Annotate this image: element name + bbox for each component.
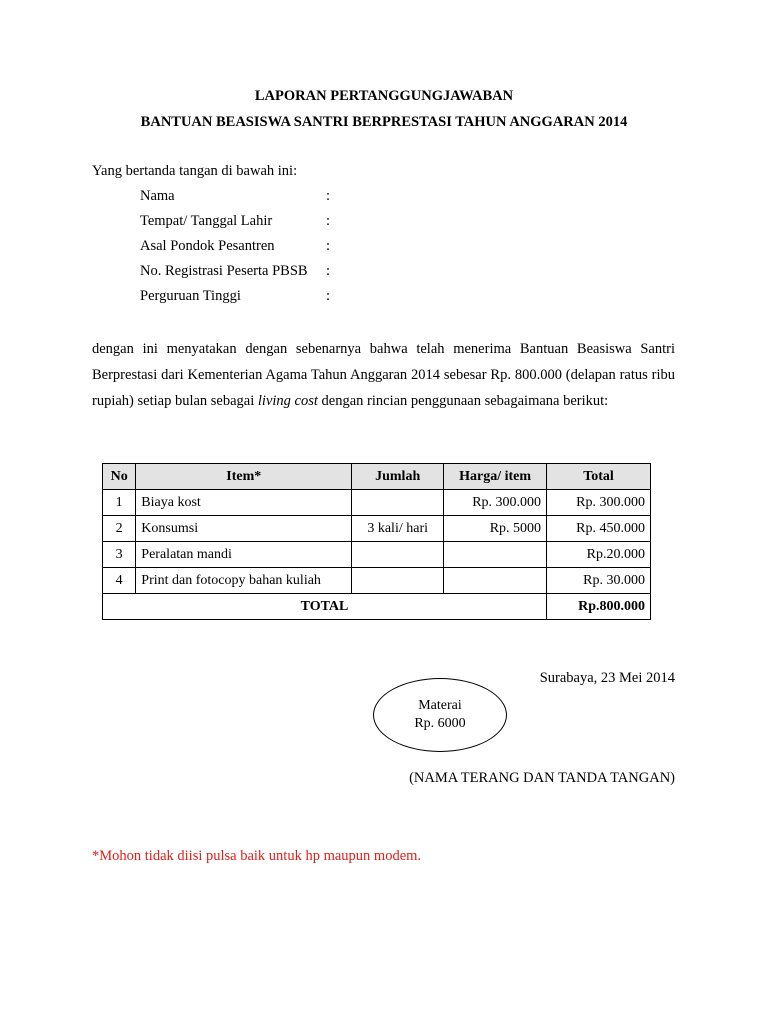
field-label-nama: Nama — [140, 188, 175, 204]
cell-item: Peralatan mandi — [136, 542, 352, 568]
cell-no: 3 — [103, 542, 136, 568]
cell-harga — [444, 542, 547, 568]
cell-item: Print dan fotocopy bahan kuliah — [136, 568, 352, 594]
statement-text-end: dengan rincian penggunaan sebagaimana berikut: — [317, 393, 609, 409]
statement-text: dengan ini menyatakan dengan sebenarnya bahwa telah menerima Bantuan Beasiswa Santri Berprestasi dari Kementerian Agama Tahun Anggaran 2014 sebesar Rp. 800.000 (delapan ratus ribu rupiah) setiap bulan sebagai — [92, 341, 675, 409]
table-header-row — [103, 464, 651, 490]
cell-item: Konsumsi — [136, 516, 352, 542]
cell-total: Rp. 450.000 — [547, 516, 651, 542]
cell-harga: Rp. 300.000 — [444, 490, 547, 516]
cell-jumlah — [352, 568, 444, 594]
place-date: Surabaya, 23 Mei 2014 — [539, 670, 675, 686]
table-row — [103, 542, 651, 568]
field-label-asal-pondok: Asal Pondok Pesantren — [140, 238, 275, 254]
cell-no: 2 — [103, 516, 136, 542]
report-subtitle: BANTUAN BEASISWA SANTRI BERPRESTASI TAHUN ANGGARAN 2014 — [140, 114, 628, 130]
field-colon: : — [326, 213, 331, 229]
table-row — [103, 516, 651, 542]
cell-total: Rp. 30.000 — [547, 568, 651, 594]
total-label: TOTAL — [103, 594, 547, 620]
header-item: Item* — [136, 464, 352, 490]
table-total-row — [103, 594, 651, 620]
cell-total: Rp. 300.000 — [547, 490, 651, 516]
field-colon: : — [326, 263, 331, 279]
table-row — [103, 490, 651, 516]
field-label-tempat-tanggal-lahir: Tempat/ Tanggal Lahir — [140, 213, 273, 229]
header-total: Total — [547, 464, 651, 490]
table-row — [103, 568, 651, 594]
cell-no: 1 — [103, 490, 136, 516]
header-jumlah: Jumlah — [352, 464, 444, 490]
cell-jumlah: 3 kali/ hari — [352, 516, 444, 542]
stamp-label: Materai — [418, 698, 462, 713]
cell-total: Rp.20.000 — [547, 542, 651, 568]
header-harga: Harga/ item — [444, 464, 547, 490]
field-colon: : — [326, 238, 331, 254]
signature-label: (NAMA TERANG DAN TANDA TANGAN) — [409, 770, 675, 786]
materai-stamp — [373, 678, 507, 752]
expense-table — [102, 463, 651, 620]
cell-jumlah — [352, 490, 444, 516]
report-title: LAPORAN PERTANGGUNGJAWABAN — [254, 88, 514, 104]
field-label-perguruan-tinggi: Perguruan Tinggi — [140, 288, 241, 304]
cell-jumlah — [352, 542, 444, 568]
intro-text: Yang bertanda tangan di bawah ini: — [92, 163, 298, 179]
field-colon: : — [326, 188, 331, 204]
field-colon: : — [326, 288, 331, 304]
statement-italic-term: living cost — [257, 393, 318, 409]
cell-item: Biaya kost — [136, 490, 352, 516]
statement-paragraph — [92, 336, 675, 414]
total-value: Rp.800.000 — [547, 594, 651, 620]
cell-harga: Rp. 5000 — [444, 516, 547, 542]
field-label-no-registrasi: No. Registrasi Peserta PBSB — [140, 263, 308, 279]
header-no: No — [103, 464, 136, 490]
footnote: *Mohon tidak diisi pulsa baik untuk hp maupun modem. — [92, 848, 422, 864]
cell-harga — [444, 568, 547, 594]
stamp-value: Rp. 6000 — [414, 716, 466, 731]
cell-no: 4 — [103, 568, 136, 594]
